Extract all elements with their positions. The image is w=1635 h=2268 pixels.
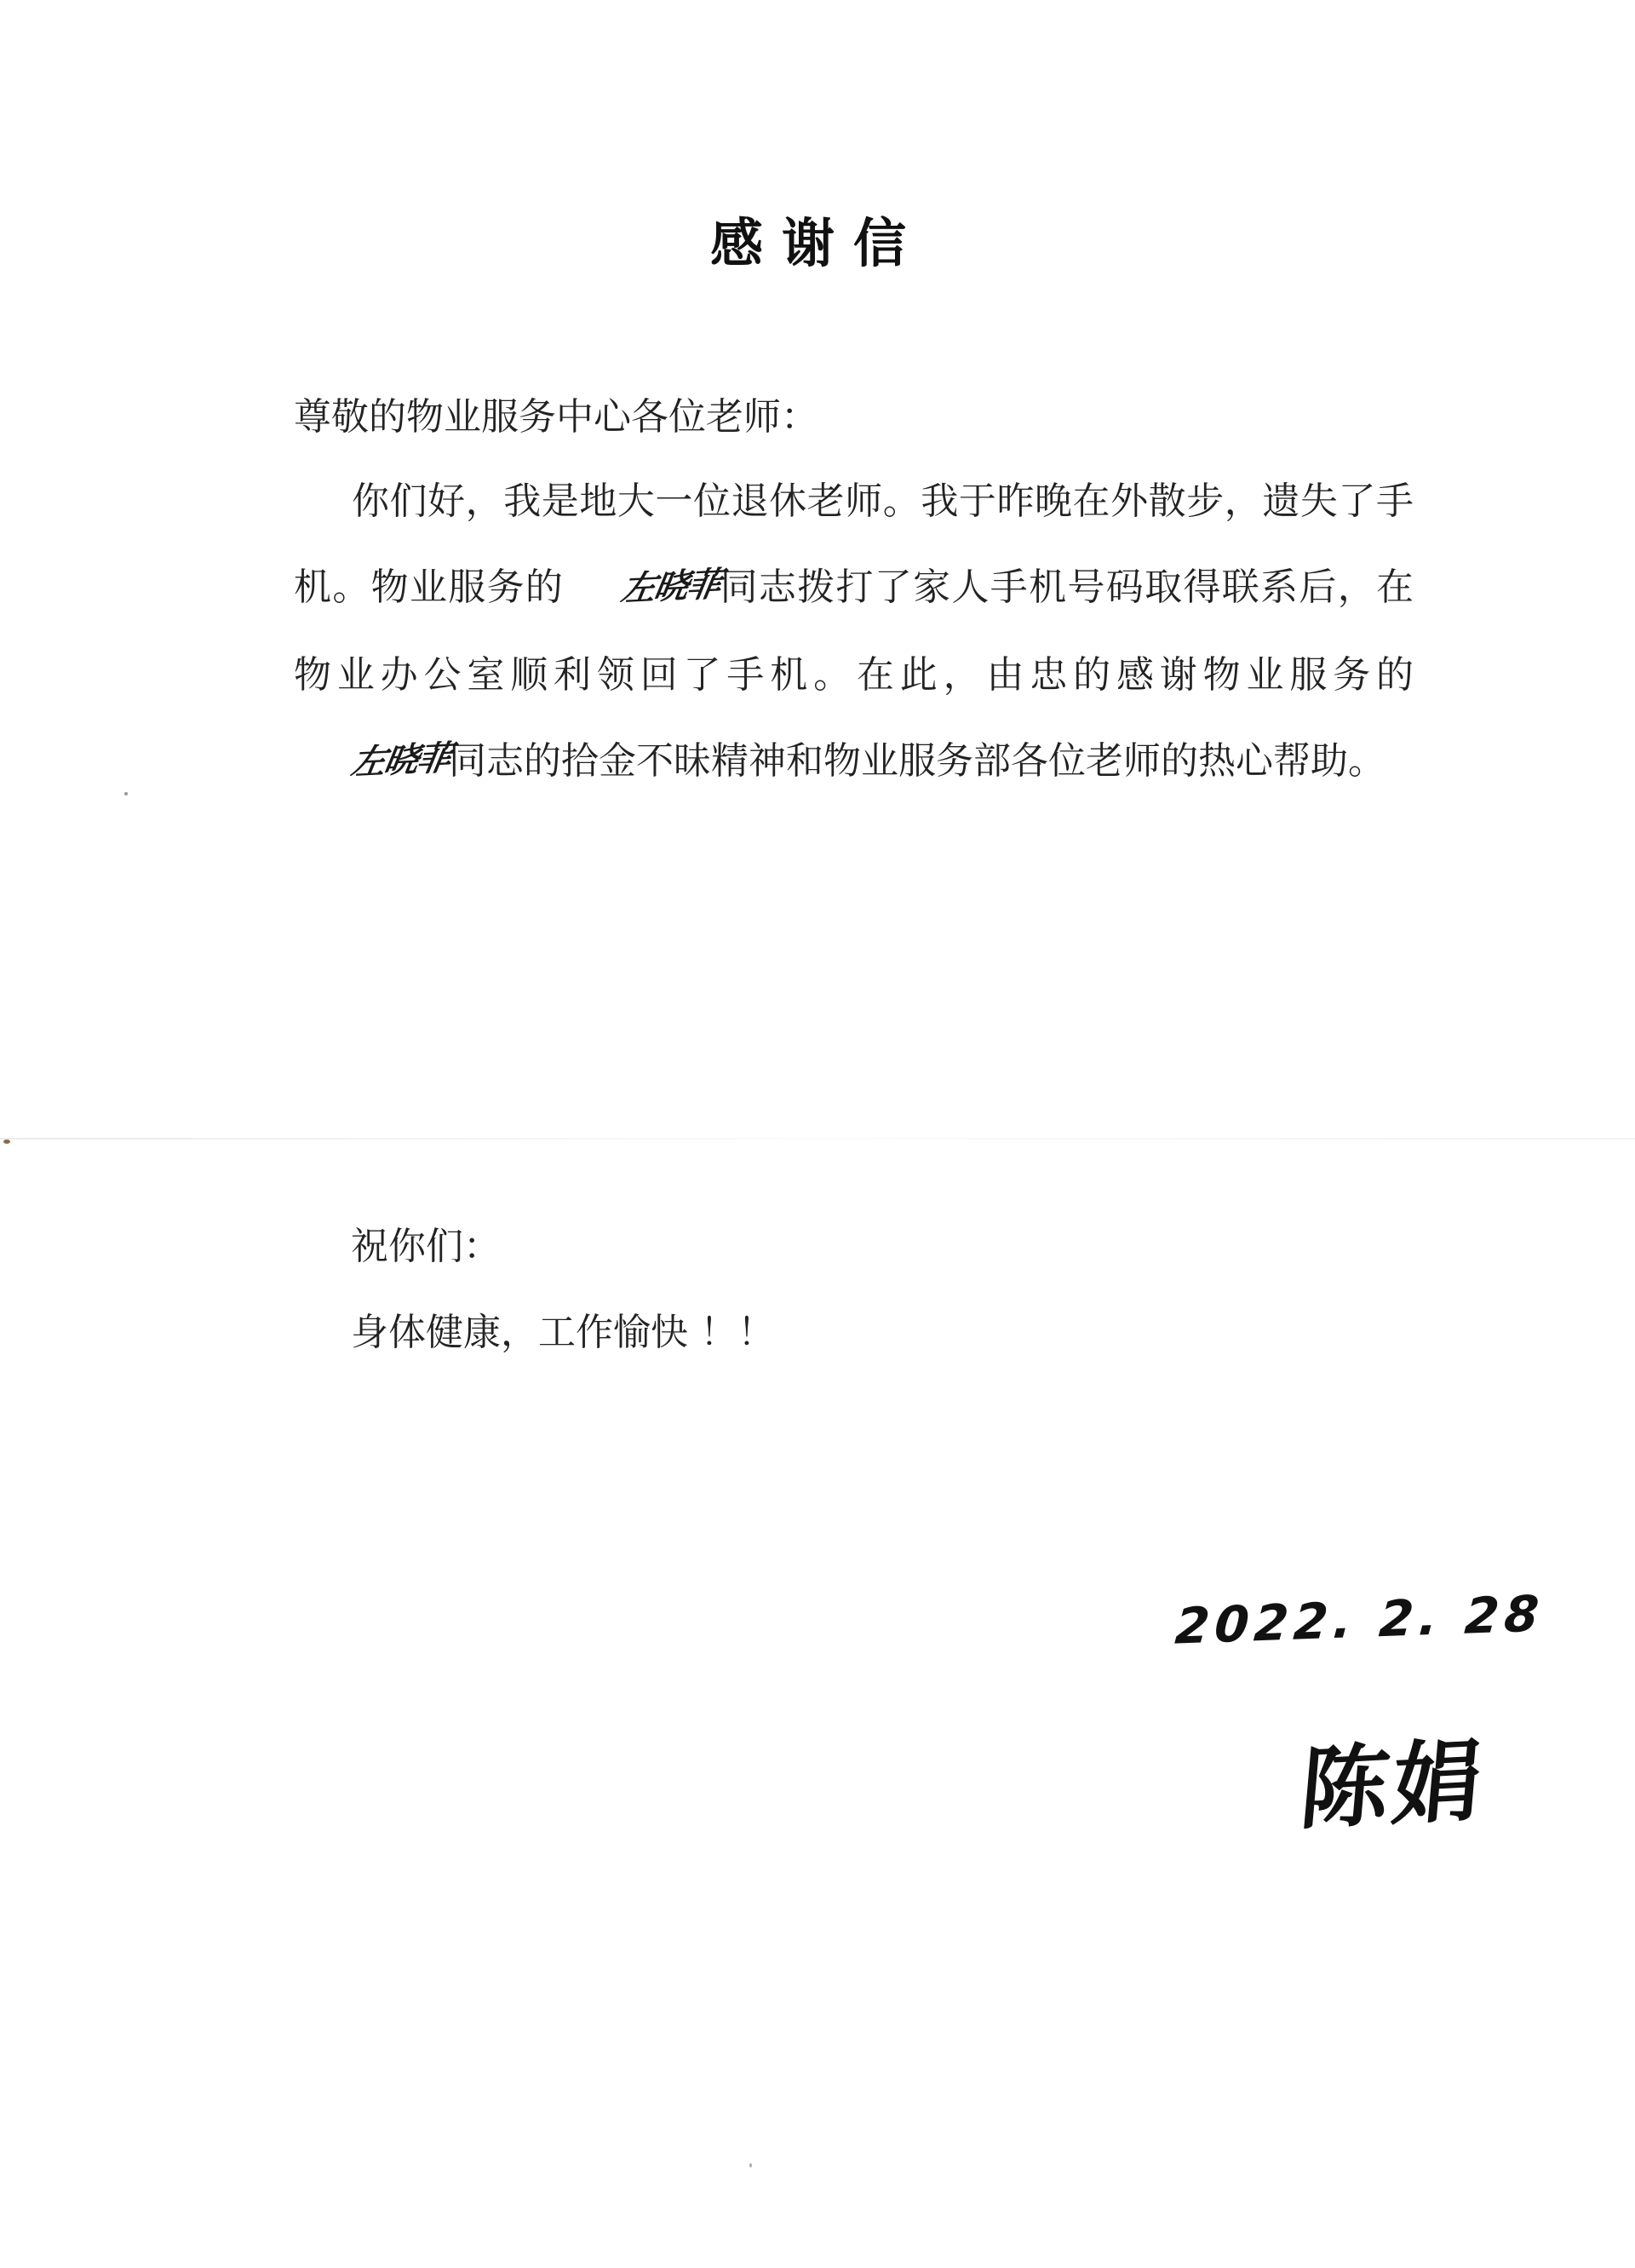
closing-line-2: 身体健康，工作愉快 ！！	[351, 1311, 775, 1354]
handwritten-date: 2022. 2. 28	[1173, 1584, 1546, 1656]
letter-closing	[351, 1203, 775, 1375]
body-text-part-3: 同志的拾金不昧精神和物业服务部各位老师的热心帮助。	[449, 739, 1385, 783]
handwritten-signature: 陈娟	[1295, 1728, 1489, 1843]
handwritten-name-1: 左晓菲	[618, 565, 723, 610]
handwritten-name-2: 左晓菲	[348, 738, 453, 784]
letter-salutation: 尊敬的物业服务中心各位老师：	[294, 395, 818, 439]
paper-speck	[124, 792, 128, 795]
body-text-part-1: 你们好，我是地大一位退休老师。我于昨晚在外散步，遗失了手机。物业服务的	[294, 479, 1414, 609]
paper-fold-line	[0, 1138, 1635, 1140]
paper-speck	[3, 1140, 10, 1144]
body-text-part-2: 同志拨打了家人手机号码取得联系后，在物业办公室顺利领回了手机。在此，由忠的感谢物业服务的	[294, 566, 1414, 697]
closing-line-1: 祝你们：	[351, 1225, 501, 1268]
letter-body	[294, 458, 1414, 806]
letter-title: 感谢信	[709, 212, 925, 274]
paper-speck	[749, 2163, 752, 2168]
